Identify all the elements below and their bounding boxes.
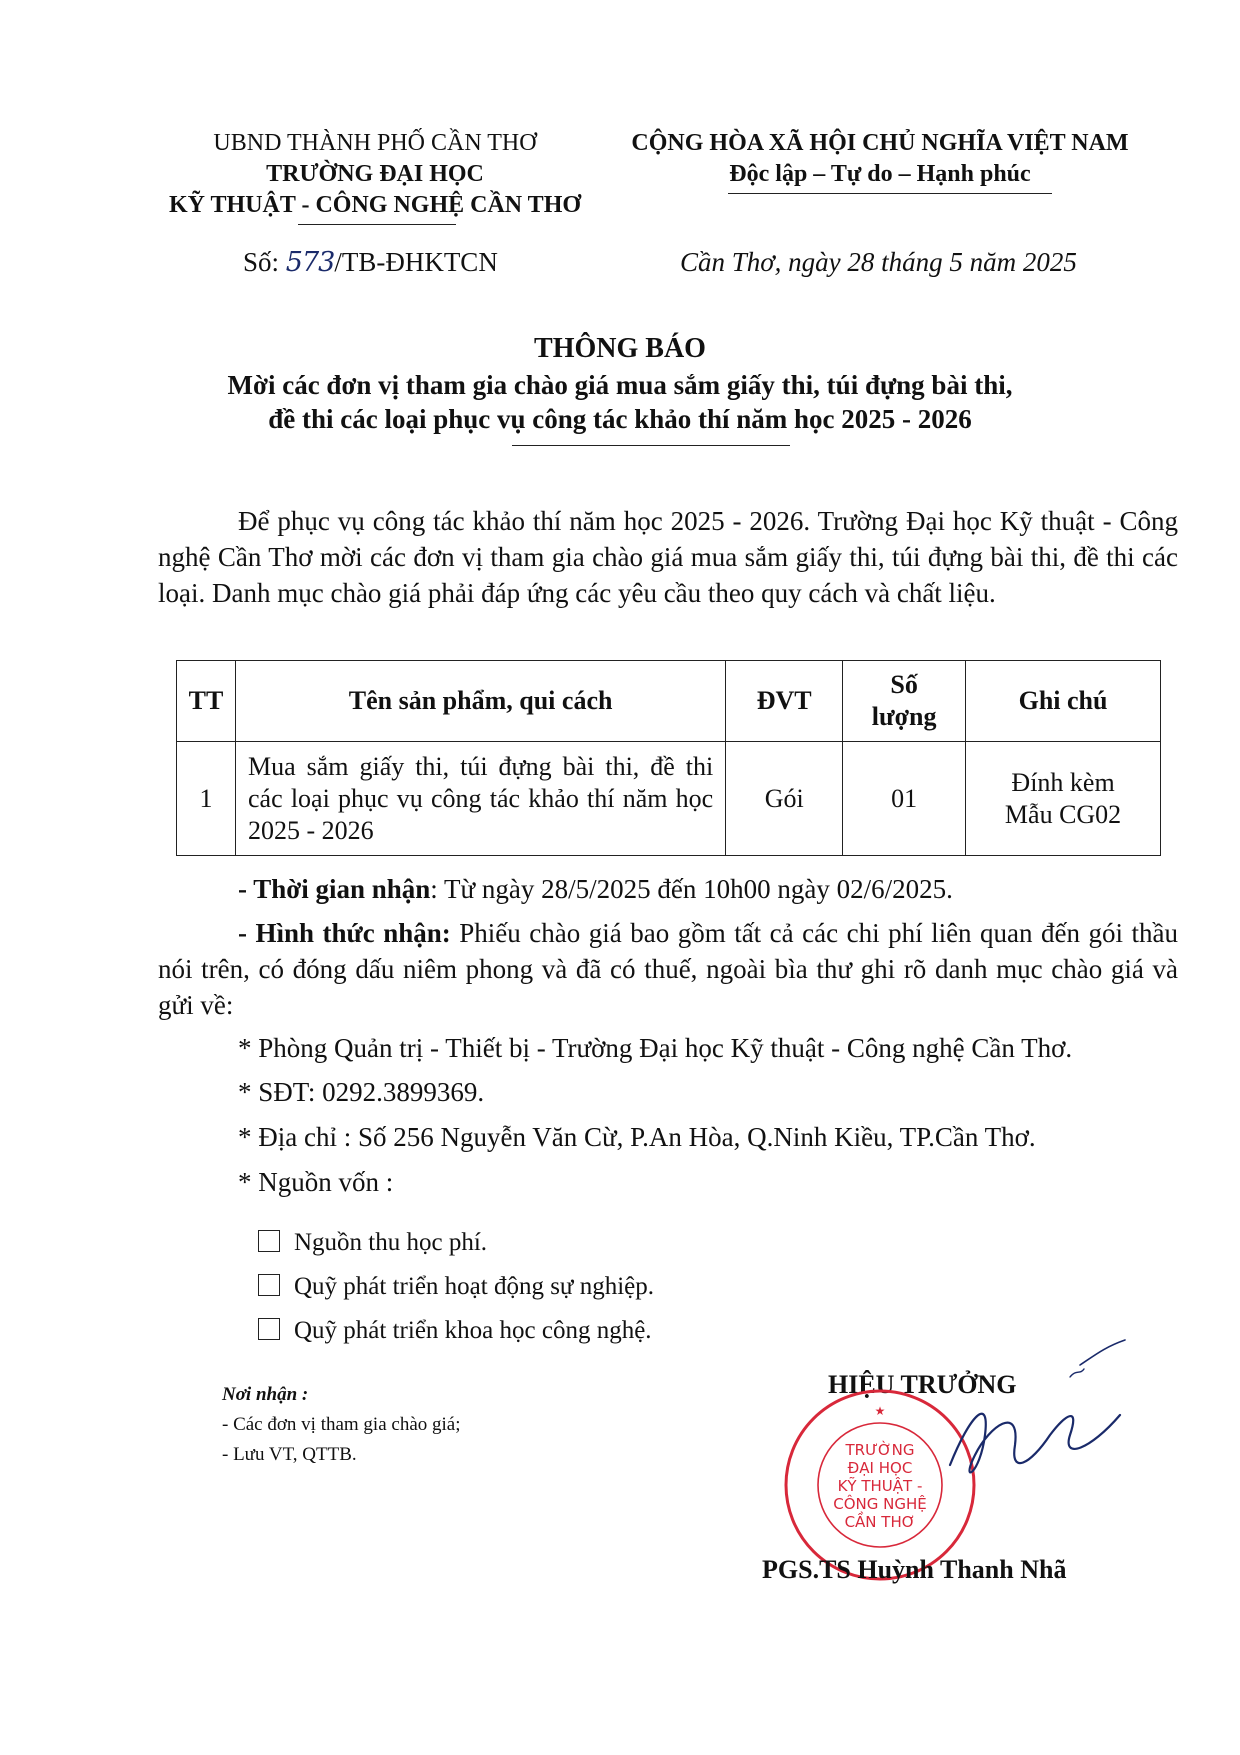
svg-text:★: ★ [874,1404,886,1418]
col-header-name: Tên sản phẩm, qui cách [235,661,725,742]
phone-number: * SĐT: 0292.3899369. [238,1077,485,1107]
funding-label: * Nguồn vốn : [238,1167,394,1197]
document-number [243,247,498,278]
doc-number-handwritten: 573 [285,247,335,278]
svg-text:CÔNG NGHỆ: CÔNG NGHỆ [833,1495,927,1513]
recipient-department: * Phòng Quản trị - Thiết bị - Trường Đại học Kỹ thuật - Công nghệ Cần Thơ. [238,1033,1073,1063]
svg-text:ĐẠI HỌC: ĐẠI HỌC [847,1459,913,1477]
funding-option-label: Quỹ phát triển hoạt động sự nghiệp. [294,1273,655,1300]
national-header [620,128,1140,190]
notice-title: THÔNG BÁO [534,333,706,364]
issuer-line-1: UBND THÀNH PHỐ CẦN THƠ [213,130,537,156]
address: * Địa chỉ : Số 256 Nguyễn Văn Cừ, P.An Hòa, Q.Ninh Kiều, TP.Cần Thơ. [238,1122,1036,1152]
issuer-line-3: KỸ THUẬT - CÔNG NGHỆ CẦN THƠ [168,192,582,218]
cell-qty: 01 [843,742,966,856]
recipient-item: - Lưu VT, QTTB. [222,1444,357,1465]
signer-title: HIỆU TRƯỞNG [828,1370,1017,1399]
col-header-qty: Số lượng [843,661,966,742]
col-header-tt: TT [177,661,236,742]
items-table [176,660,1161,856]
receive-time-value: : Từ ngày 28/5/2025 đến 10h00 ngày 02/6/2025. [430,874,953,904]
notice-subtitle-2: đề thi các loại phục vụ công tác khảo thí năm học 2025 - 2026 [268,404,972,434]
table-header-row [177,661,1161,742]
issuer-block [140,128,610,221]
svg-text:CẦN THƠ: CẦN THƠ [844,1513,916,1531]
svg-text:TRƯỜNG: TRƯỜNG [845,1441,915,1459]
doc-number-prefix: Số: [243,247,280,277]
receive-method [158,915,1178,1023]
funding-option-label: Nguồn thu học phí. [294,1229,488,1256]
cell-name: Mua sắm giấy thi, túi đựng bài thi, đề thi các loại phục vụ công tác khảo thí năm học 2025 - 2026 [235,742,725,856]
funding-option [258,1314,652,1348]
notice-title-block [130,332,1110,436]
funding-option [258,1270,654,1304]
cell-unit: Gói [726,742,843,856]
funding-option-label: Quỹ phát triển khoa học công nghệ. [294,1317,652,1344]
issuer-line-2: TRƯỜNG ĐẠI HỌC [266,161,484,187]
table-row [177,742,1161,856]
checkbox-icon[interactable] [258,1274,280,1296]
cell-tt: 1 [177,742,236,856]
notice-subtitle-1: Mời các đơn vị tham gia chào giá mua sắm giấy thi, túi đựng bài thi, [227,370,1013,400]
date-line: Cần Thơ, ngày 28 tháng 5 năm 2025 [680,247,1077,277]
cell-note: Đính kèm Mẫu CG02 [966,742,1161,856]
national-title: CỘNG HÒA XÃ HỘI CHỦ NGHĨA VIỆT NAM [631,130,1129,156]
handwritten-signature-icon [930,1335,1130,1515]
national-motto: Độc lập – Tự do – Hạnh phúc [729,161,1031,187]
svg-text:KỸ THUẬT -: KỸ THUẬT - [837,1477,923,1495]
intro-paragraph: Để phục vụ công tác khảo thí năm học 2025 - 2026. Trường Đại học Kỹ thuật - Công nghệ Cần Thơ mời các đơn vị tham gia chào giá mua sắm giấy thi, túi đựng bài thi, đề thi các loại. Danh mục chào giá phải đáp ứng các yêu cầu theo quy cách và chất liệu. [158,506,1178,608]
receive-method-value: Phiếu chào giá bao gồm tất cả các chi phí liên quan đến gói thầu nói trên, có đóng dấu niêm phong và đã có thuế, ngoài bìa thư ghi rõ danh mục chào giá và gửi về: [158,918,1179,1020]
recipients-title: Nơi nhận : [222,1384,309,1405]
motto-underline [728,193,1052,194]
receive-method-label: - Hình thức nhận: [238,918,451,948]
col-header-note: Ghi chú [966,661,1161,742]
checkbox-icon[interactable] [258,1230,280,1252]
doc-number-suffix: /TB-ĐHKTCN [334,247,498,277]
issuer-underline [298,224,456,225]
col-header-unit: ĐVT [726,661,843,742]
signer-name: PGS.TS Huỳnh Thanh Nhã [762,1555,1067,1584]
recipients-block [222,1380,461,1470]
title-underline [512,445,790,446]
receive-time [238,872,953,906]
recipient-item: - Các đơn vị tham gia chào giá; [222,1414,461,1435]
funding-option [258,1226,487,1260]
receive-time-label: - Thời gian nhận [238,874,431,904]
checkbox-icon[interactable] [258,1318,280,1340]
